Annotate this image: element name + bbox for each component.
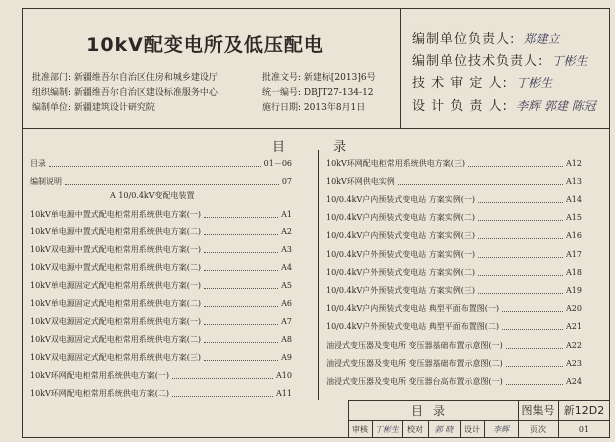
toc-entry-title: 10kV环网配电柜常用系统供电方案(三) xyxy=(326,158,466,168)
toc-leader-dots xyxy=(478,287,563,294)
toc-leader-dots xyxy=(204,354,278,361)
toc-entry-title: 10kV双电源固定式配电柜常用系统供电方案(二) xyxy=(30,334,202,344)
effective-date: 施行日期: 2013年8月1日 xyxy=(262,103,366,113)
tech-head-signature: 丁彬生 xyxy=(551,54,588,68)
toc-entry xyxy=(30,312,292,330)
toc-entry xyxy=(30,295,292,313)
toc-entry-page: A15 xyxy=(566,213,582,223)
toc-entry-page: A24 xyxy=(566,376,582,386)
toc-leader-dots xyxy=(502,323,563,330)
toc-entry-page: A9 xyxy=(281,352,292,362)
toc-leader-dots xyxy=(506,342,563,349)
toc-entry-title: 油浸式变压器及变电所 变压器台高布置示意图(一) xyxy=(326,376,503,386)
toc-entry-page: A21 xyxy=(566,322,582,332)
approval-dept: 批准部门: 新疆维吾尔自治区住房和城乡建设厅 xyxy=(32,73,218,83)
section-a-heading: A 10/0.4kV变配电装置 xyxy=(110,191,195,200)
toc-entry-title: 10kV单电源固定式配电柜常用系统供电方案(一) xyxy=(30,281,202,291)
toc-entry-title: 10/0.4kV户外预装式变电站 方案实例(一) xyxy=(326,249,476,259)
header-divider xyxy=(400,8,401,128)
toc-leader-dots xyxy=(204,336,278,343)
atlas-title: 10kV配变电所及低压配电 xyxy=(86,34,324,56)
tech-reviewer-row: 技 术 审 定 人: 丁彬生 xyxy=(412,76,553,91)
toc-leader-dots xyxy=(506,360,563,367)
toc-leader-dots xyxy=(172,390,273,397)
toc-entry xyxy=(326,336,582,354)
atlas-no-label: 图集号 xyxy=(521,404,555,417)
toc-entry-page: 01－06 xyxy=(263,158,292,168)
toc-heading: 目 录 xyxy=(272,140,369,155)
toc-entry-title: 油浸式变压器及变电所 变压器基础布置示意图(二) xyxy=(326,358,503,368)
toc-leader-dots xyxy=(398,178,563,185)
toc-entry-title: 10kV单电源固定式配电柜常用系统供电方案(二) xyxy=(30,299,202,308)
toc-entry xyxy=(326,281,582,299)
toc-entry xyxy=(326,372,582,390)
toc-leader-dots xyxy=(204,211,278,218)
toc-entry-title: 目录 xyxy=(30,158,46,168)
toc-entry-page: A23 xyxy=(566,358,582,368)
unified-no: 统一编号: DBJT27-134-12 xyxy=(262,88,374,98)
check-signature: 郭 晓 xyxy=(434,424,454,434)
titleblock-name: 目录 xyxy=(410,403,455,418)
toc-entry-title: 10kV双电源固定式配电柜常用系统供电方案(一) xyxy=(30,316,202,326)
toc-entry-title: 10kV环网配电柜常用系统供电方案(一) xyxy=(30,370,170,380)
toc-entry xyxy=(326,154,582,172)
toc-leader-dots xyxy=(204,282,278,289)
toc-entry-title: 10kV单电源中置式配电柜常用系统供电方案(二) xyxy=(30,227,202,237)
toc-entry-title: 10kV环网配电柜常用系统供电方案(二) xyxy=(30,388,170,398)
toc-entry-title: 10/0.4kV户内预装式变电站 方案实例(三) xyxy=(326,231,476,241)
compiler-unit: 编制单位: 新疆建筑设计研究院 xyxy=(32,103,155,113)
toc-entry-page: A12 xyxy=(566,158,582,168)
page-label: 页次 xyxy=(530,424,546,434)
toc-leader-dots xyxy=(204,300,278,307)
toc-entry xyxy=(326,209,582,227)
toc-leader-dots xyxy=(468,160,563,167)
tech-head-row: 编制单位技术负责人: 丁彬生 xyxy=(412,54,588,69)
review-signature: 丁彬生 xyxy=(375,424,399,434)
toc-entry xyxy=(30,366,292,384)
toc-entry-title: 10kV双电源中置式配电柜常用系统供电方案(二) xyxy=(30,263,202,273)
unit-head-row: 编制单位负责人: 郑建立 xyxy=(412,32,560,47)
toc-leader-dots xyxy=(478,269,563,276)
toc-entry xyxy=(30,277,292,295)
toc-entry xyxy=(326,245,582,263)
toc-leader-dots xyxy=(506,378,563,385)
toc-entry xyxy=(326,172,582,190)
toc-entry-page: A11 xyxy=(276,388,292,398)
toc-entry xyxy=(326,227,582,245)
toc-entry-page: A18 xyxy=(566,267,582,277)
toc-entry-page: A6 xyxy=(281,299,292,308)
toc-entry-title: 10/0.4kV户内预装式变电站 典型平面布置图(一) xyxy=(326,304,500,314)
toc-entry-title: 10/0.4kV户外预装式变电站 方案实例(三) xyxy=(326,285,476,295)
toc-entry-page: A1 xyxy=(281,209,292,219)
toc-entry-page: A3 xyxy=(281,245,292,255)
unit-head-signature: 郑建立 xyxy=(523,32,560,46)
toc-entry xyxy=(326,190,582,208)
review-label: 审核 xyxy=(352,424,368,434)
toc-entry-page: A17 xyxy=(566,249,582,259)
toc-entry xyxy=(326,318,582,336)
toc-leader-dots xyxy=(204,318,278,325)
toc-entry-page: 07 xyxy=(281,176,292,186)
design-signature: 李辉 xyxy=(493,424,509,434)
page-no: 01 xyxy=(578,424,590,434)
tech-reviewer-signature: 丁彬生 xyxy=(516,76,553,90)
toc-entry xyxy=(30,205,292,223)
toc-entry-title: 油浸式变压器及变电所 变压器基础布置示意图(一) xyxy=(326,340,503,350)
toc-entry-title: 10/0.4kV户外预装式变电站 方案实例(二) xyxy=(326,267,476,277)
atlas-no: 新12D2 xyxy=(563,404,605,417)
toc-entry xyxy=(30,241,292,259)
toc-leader-dots xyxy=(478,251,563,258)
toc-entry xyxy=(326,354,582,372)
toc-entry-page: A5 xyxy=(281,281,292,291)
toc-entry-title: 10kV双电源中置式配电柜常用系统供电方案(一) xyxy=(30,245,202,255)
toc-entry-page: A19 xyxy=(566,285,582,295)
designer-signature: 李辉 郭建 陈冠 xyxy=(516,99,596,113)
header-bottom-line xyxy=(22,128,610,129)
toc-entry xyxy=(326,263,582,281)
toc-entry-title: 10kV单电源中置式配电柜常用系统供电方案(一) xyxy=(30,209,202,219)
toc-entry-page: A14 xyxy=(566,194,582,204)
toc-entry-page: A4 xyxy=(281,263,292,273)
toc-leader-dots xyxy=(502,305,563,312)
editing-org: 组织编制: 新疆维吾尔自治区建设标准服务中心 xyxy=(32,88,218,98)
toc-entry xyxy=(30,330,292,348)
toc-entry-page: A10 xyxy=(276,370,292,380)
toc-leader-dots xyxy=(478,232,563,239)
toc-entry xyxy=(30,154,292,172)
toc-leader-dots xyxy=(204,264,278,271)
toc-entry xyxy=(326,300,582,318)
toc-entry-page: A22 xyxy=(566,340,582,350)
toc-entry xyxy=(30,259,292,277)
toc-leader-dots xyxy=(49,160,261,167)
toc-entry xyxy=(30,384,292,402)
toc-entry xyxy=(30,172,292,190)
toc-entry-page: A16 xyxy=(566,231,582,241)
toc-entry xyxy=(30,348,292,366)
toc-entry-title: 10kV双电源固定式配电柜常用系统供电方案(三) xyxy=(30,352,202,362)
approval-no: 批准文号: 新建标[2013]6号 xyxy=(262,73,376,83)
toc-entry-page: A13 xyxy=(566,176,582,186)
toc-leader-dots xyxy=(478,214,563,221)
toc-entry xyxy=(30,223,292,241)
designer-row: 设 计 负 责 人: 李辉 郭建 陈冠 xyxy=(412,99,596,114)
toc-column-divider xyxy=(318,150,319,400)
toc-entry-page: A7 xyxy=(281,316,292,326)
design-label: 设计 xyxy=(464,424,480,434)
toc-leader-dots xyxy=(204,246,278,253)
toc-leader-dots xyxy=(204,228,278,235)
toc-leader-dots xyxy=(478,196,563,203)
toc-entry-title: 10/0.4kV户内预装式变电站 方案实例(一) xyxy=(326,194,476,204)
toc-entry-title: 10/0.4kV户内预装式变电站 方案实例(二) xyxy=(326,213,476,223)
check-label: 校对 xyxy=(407,424,423,434)
toc-entry-title: 10kV环网供电实例 xyxy=(326,176,395,186)
toc-entry-page: A20 xyxy=(566,304,582,314)
toc-entry-page: A2 xyxy=(281,227,292,237)
toc-leader-dots xyxy=(172,372,273,379)
toc-entry-title: 10/0.4kV户外预装式变电站 典型平面布置图(二) xyxy=(326,322,500,332)
toc-leader-dots xyxy=(65,178,279,185)
toc-entry-page: A8 xyxy=(281,334,292,344)
toc-entry-title: 编制说明 xyxy=(30,176,62,186)
